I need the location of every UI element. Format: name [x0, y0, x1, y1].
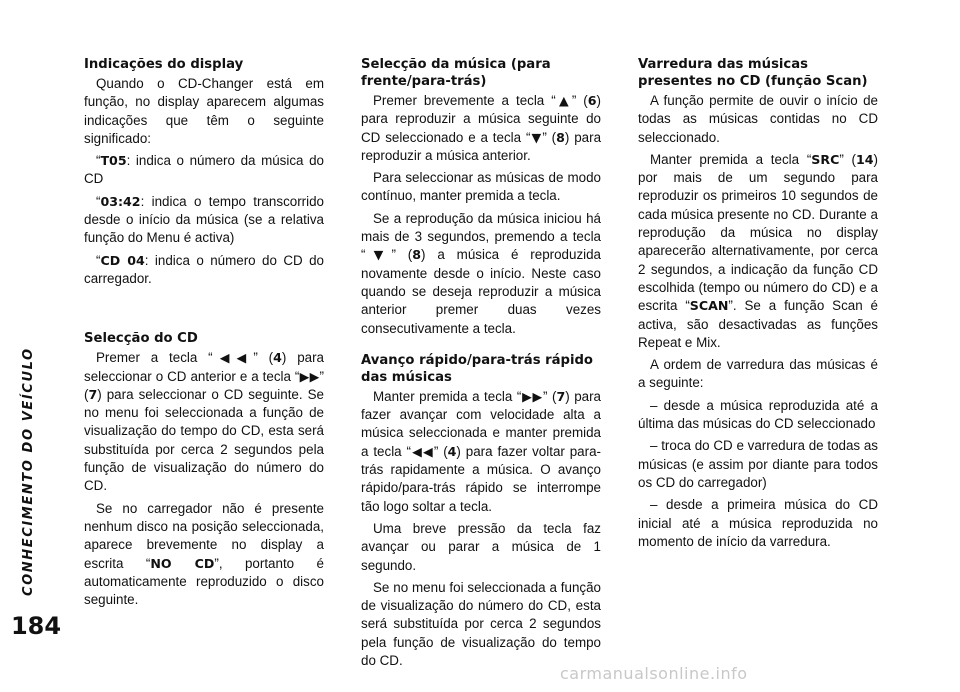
watermark: carmanualsonline.info: [560, 664, 748, 683]
paragraph: “CD 04: indica o número do CD do carregador.: [84, 252, 324, 286]
paragraph: Se no menu foi seleccionada a função de visualização do número do CD, esta será substituída por cerca 2 segundos pela função de visualização do tempo do CD.: [361, 579, 601, 669]
paragraph: Manter premida a tecla “SRC” (14) por mais de um segundo para reproduzir os primeiros 10 segundos de cada música presente no CD. Durante a reprodução da música no display aparecerão alternativamente, por cerca 2 segundos, a indicação da função CD escolhida (tempo ou número do CD) e a escrita “SCAN”. Se a função Scan é activa, são desactivadas as funções Repeat e Mix.: [638, 151, 879, 350]
heading-scan-function: Varredura das músicas presentes no CD (função Scan): [638, 57, 868, 89]
paragraph: A ordem de varredura das músicas é a seguinte:: [638, 357, 878, 391]
paragraph: Se no carregador não é presente nenhum disco na posição seleccionada, aparece brevemente no display a escrita “NO CD”, portanto é automaticamente reproduzido o disco seguinte.: [84, 500, 324, 608]
paragraph: Premer a tecla “◀◀” (4) para seleccionar o CD anterior e a tecla “▶▶” (7) para seleccionar o CD seguinte. Se no menu foi seleccionada a função de visualização do tempo do CD, esta será substituída por cerca 2 segundos pela função de visualização do número do CD.: [84, 350, 324, 494]
forward-key-icon: ▶▶: [299, 368, 320, 384]
paragraph: “T05: indica o número da música do CD: [84, 153, 324, 187]
heading-fast-forward-rewind: Avanço rápido/para-trás rápido das músicas: [361, 352, 593, 385]
paragraph: – troca do CD e varredura de todas as músicas (e assim por diante para todos os CD do carregador): [638, 438, 878, 490]
paragraph: “03:42: indica o tempo transcorrido desde o início da música (se a relativa função do Menu é activa): [84, 193, 324, 246]
chapter-title: CONHECIMENTO DO VEÍCULO: [21, 347, 36, 596]
rewind-key-icon: ◀◀: [410, 443, 434, 459]
rewind-key-icon: ◀◀: [212, 350, 254, 366]
paragraph: Para seleccionar as músicas de modo contínuo, manter premida a tecla.: [361, 170, 601, 204]
display-code: NO CD: [150, 555, 215, 571]
chapter-sidebar: [0, 0, 72, 692]
heading-cd-selection: Selecção do CD: [84, 331, 198, 347]
paragraph: Manter premida a tecla “▶▶” (7) para fazer avançar com velocidade alta a música seleccionada e manter premida a tecla “◀◀” (4) para fazer voltar para-trás rapidamente a música. O avanço rápido/para-trás rápido se interrompe tão logo soltar a tecla.: [361, 388, 602, 514]
down-key-icon: ▼: [365, 247, 392, 263]
src-key-label: SRC: [811, 151, 840, 167]
paragraph: – desde a música reproduzida até a última das músicas do CD seleccionado: [638, 397, 878, 432]
paragraph: Premer brevemente a tecla “▲” (6) para reproduzir a música seguinte do CD seleccionado e a tecla “▼” (8) para reproduzir a música anterior.: [361, 93, 602, 163]
column-track-selection: [361, 56, 601, 674]
heading-display-indications: Indicações do display: [84, 57, 244, 72]
paragraph: – desde a primeira música do CD inicial até a música reproduzida no momento de início da varredura.: [638, 497, 878, 549]
display-code: CD 04: [100, 252, 145, 268]
paragraph: Uma breve pressão da tecla faz avançar ou parar a música de 1 segundo.: [361, 520, 601, 573]
down-key-icon: ▼: [530, 129, 543, 145]
display-code: T05: [100, 153, 127, 169]
forward-key-icon: ▶▶: [521, 388, 544, 404]
display-code: 03:42: [100, 193, 141, 209]
paragraph: A função permite de ouvir o início de todas as músicas contidas no CD seleccionado.: [638, 93, 878, 145]
paragraph: Quando o CD-Changer está em função, no display aparecem algumas indicações que têm o seguinte significado:: [84, 76, 324, 146]
display-code: SCAN: [689, 298, 729, 314]
up-key-icon: ▲: [555, 93, 572, 108]
paragraph: Se a reprodução da música iniciou há mais de 3 segundos, premendo a tecla “▼” (8) a música é reproduzida novamente desde o início. Neste caso quando se deseja reproduzir a música anterior premer duas vezes consecutivamente a tecla.: [361, 210, 602, 336]
heading-track-selection: Selecção da música (para frente/para-trás): [361, 57, 551, 89]
column-display-and-cd: [84, 56, 324, 613]
page-number: 184: [10, 612, 62, 640]
column-scan-function: [638, 56, 878, 555]
